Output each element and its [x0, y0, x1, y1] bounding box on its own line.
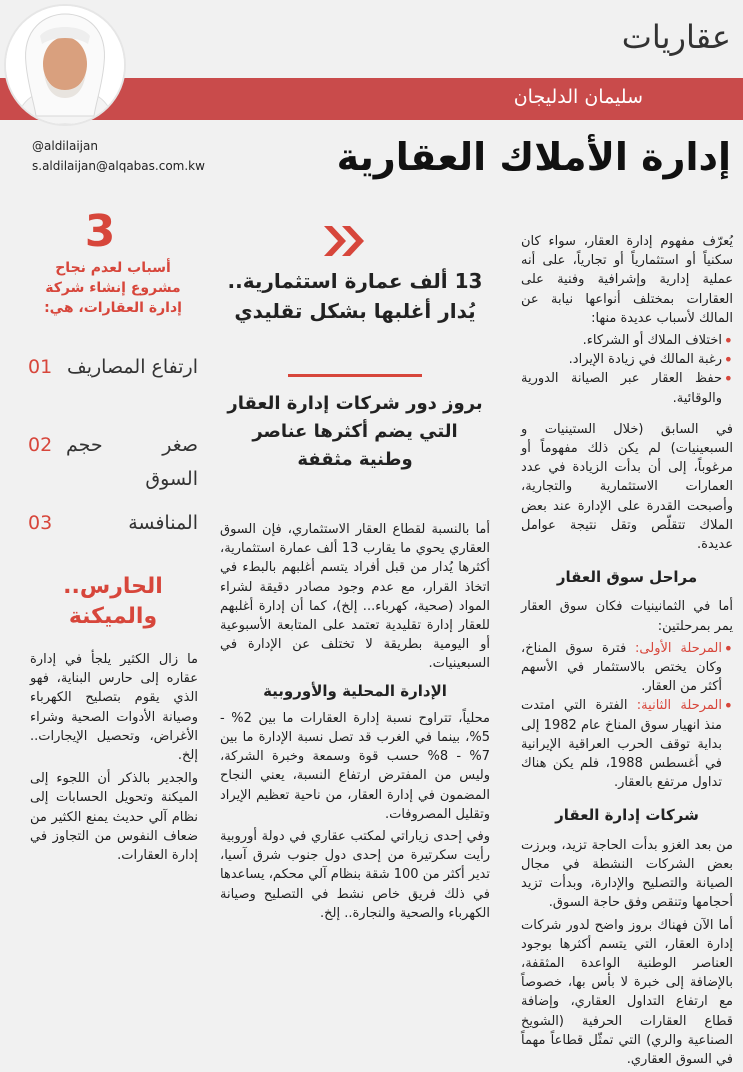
reason-item — [28, 350, 198, 384]
stage1-label: المرحلة الأولى: — [635, 640, 722, 656]
article-column-middle — [220, 520, 490, 926]
companies-heading: شركات إدارة العقار — [555, 806, 699, 825]
local-paragraph-1: محلياً، تتراوح نسبة إدارة العقارات ما بين 2% - 5%، بينما في الغرب قد تصل نسبة الإدارة ما بين 7% - 8% حسب قوة وسمعة وخبرة الشركة، وليس من المفترض ارتفاع النسبة، يعني النجاح المضمون في إدارة العقار، من ناحية تعظيم الإيراد وتقليل المصروفات. — [220, 710, 491, 822]
author-photo — [6, 6, 124, 124]
sidebar-text — [30, 650, 198, 869]
intro-paragraph: يُعرّف مفهوم إدارة العقار، سواء كان سكنياً أو استثمارياً أو تجارياً، على أنه عملية إدارية وإشرافية وفنية على العقارات بمختلف أنواعها نيابة عن المالك لأسباب عديدة منها: — [521, 234, 733, 326]
headline: إدارة الأملاك العقارية — [336, 135, 731, 179]
intro-bullets — [521, 331, 733, 408]
email-address[interactable]: s.aldilaijan@alqabas.com.kw — [32, 159, 205, 173]
reasons-title: أسباب لعدم نجاح مشروع إنشاء شركة إدارة العقارات، هي: — [44, 260, 182, 316]
pull-quote-1: 13 ألف عمارة استثمارية.. يُدار أغلبها بشكل تقليدي — [227, 269, 483, 323]
pull-quote-2: بروز دور شركات إدارة العقار التي يضم أكثرها عناصر وطنية مثقفة — [227, 393, 483, 470]
list-item: • حفظ العقار عبر الصيانة الدورية والوقائية. — [521, 369, 733, 407]
companies-paragraph-1: من بعد الغزو بدأت الحاجة تزيد، وبرزت بعض الشركات النشطة في مجال الصيانة والتصليح والإدارة، وبدأت تزيد أحجامها وتنقص وفق حاجة السوق. — [521, 837, 733, 911]
guard-paragraph-1: ما زال الكثير يلجأ في إدارة عقاره إلى حارس البناية، فهو الذي يقوم بتصليح الكهرباء وصيانة الأدوات الصحية وشراء الأغراض، وتحصيل الإيجارات.. إلخ. — [30, 652, 198, 764]
reasons-number: 3 — [84, 206, 116, 257]
reason-number: 02 — [28, 434, 53, 456]
section-title: عقاريات — [621, 18, 731, 56]
reason-item — [28, 506, 198, 540]
stages-intro: أما في الثمانينيات فكان سوق العقار يمر بمرحلتين: — [521, 599, 733, 634]
twitter-handle[interactable]: @aldilaijan — [32, 139, 98, 153]
stage2-text: الفترة التي امتدت منذ انهيار سوق المناخ عام 1982 إلى بداية توقف الحرب العراقية الإيرانية في أغسطس 1988، فلم يكن هناك تداول مرتفع بالعقار. — [521, 698, 722, 791]
reason-text: المنافسة — [128, 512, 198, 534]
reason-text: صغر حجم السوق — [66, 434, 198, 490]
stages-list — [521, 639, 733, 793]
list-item: • اختلاف الملاك أو الشركاء. — [521, 331, 733, 350]
reason-number: 01 — [28, 356, 53, 378]
mid-paragraph-1: أما بالنسبة لقطاع العقار الاستثماري، فإن السوق العقاري يحوي ما يقارب 13 ألف عمارة استثمارية، أكثرها يُدار من قبل أفراد يتسم أغلبهم بالبطء في اتخاذ القرار، مع عدم وجود مصادر دقيقة لشراء المواد (صحية، كهرباء... إلخ)، كما أن إدارة أغلبهم للعقار إدارة تقليدية تعتمد على المتابعة الأسبوعية أو اليومية بطريقة لا تختلف عن الإدارة في السبعينيات. — [220, 522, 490, 672]
companies-paragraph-2: أما الآن فهناك بروز واضح لدور شركات إدارة العقار، التي يتسم أكثرها بوجود العناصر الوطنية الواعدة المثقفة، بالإضافة إلى خبرة لا بأس بها، خصوصاً مع ارتفاع التداول العقاري، وإضافة قطاع العقارات الحرفية (الشويخ الصناعية والري) التي تمثّل قطاعاً مهماً في السوق العقاري. — [521, 917, 733, 1067]
contact-block — [32, 136, 205, 176]
reason-item — [28, 428, 198, 496]
local-paragraph-2: وفي إحدى زياراتي لمكتب عقاري في دولة أوروبية رأيت سكرتيرة من إحدى دول جنوب شرق آسيا، تدير أكثر من 100 شقة بنظام آلي محكم، يساعدها في ذلك فريق خاص نشط في التصليح وصيانة الكهرباء والصحية والنجارة.. إلخ. — [220, 829, 490, 921]
author-portrait-icon — [6, 6, 124, 124]
list-item: • رغبة المالك في زيادة الإيراد. — [521, 350, 733, 369]
stages-heading: مراحل سوق العقار — [556, 568, 698, 587]
local-heading: الإدارة المحلية والأوروبية — [263, 681, 447, 700]
reason-number: 03 — [28, 512, 53, 534]
guard-title: الحارس.. والميكنة — [63, 574, 163, 629]
quote-chevrons-icon — [322, 224, 368, 258]
guard-paragraph-2: والجدير بالذكر أن اللجوء إلى الميكنة وتحويل الحسابات إلى نظام آلي حديث يمنع الكثير من ضعاف النفوس من التجاوز في إدارة العقارات. — [30, 771, 198, 864]
author-name: سليمان الدليجان — [513, 86, 643, 108]
quote-divider — [288, 374, 422, 377]
list-item — [521, 639, 733, 697]
stage1-text: فترة سوق المناخ، وكان يختص بالاستثمار في الأسهم أكثر من العقار. — [521, 640, 722, 695]
past-paragraph: في السابق (خلال الستينيات و السبعينيات) لم يكن ذلك مفهوماً أو مرغوباً، إلى أن بدأت الزيادة في عدد العمارات الاستثمارية والتجارية، وأصبحت القدرة على الإدارة عند بعض الملاك تتقلّص وتقل نتيجة عوامل عديدة. — [521, 421, 733, 553]
stage2-label: المرحلة الثانية: — [636, 698, 722, 714]
reason-text: ارتفاع المصاريف — [67, 356, 198, 378]
list-item — [521, 696, 733, 792]
article-column-right — [521, 232, 733, 1072]
